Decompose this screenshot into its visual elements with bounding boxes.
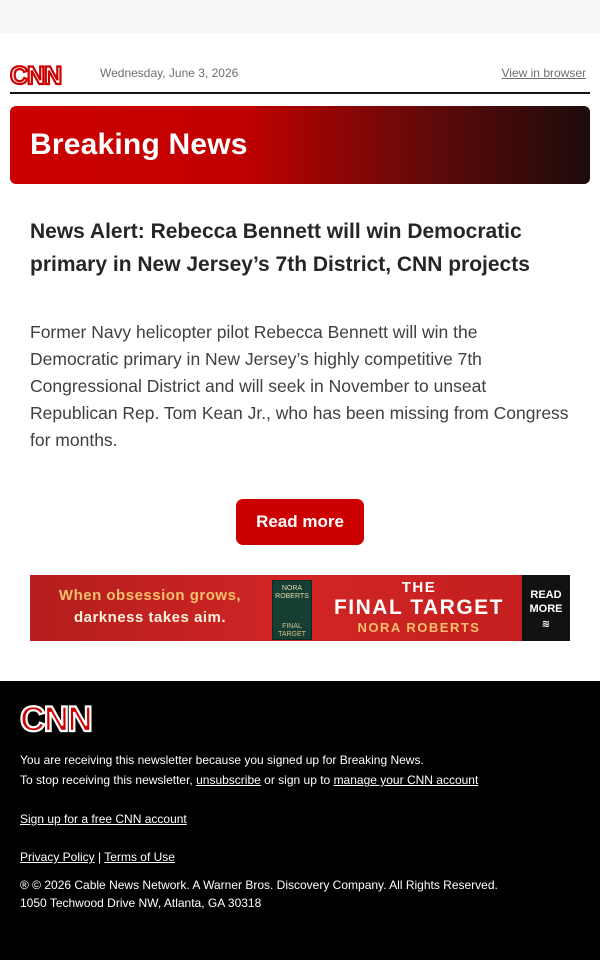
book-cover-title: FINAL TARGET [278, 623, 306, 638]
unsubscribe-mid: or sign up to [264, 773, 331, 787]
ad-read-more-button[interactable] [522, 575, 570, 641]
ad-cta-line-2: MORE [529, 603, 563, 615]
top-strip [0, 0, 600, 33]
unsubscribe-notice [20, 772, 478, 788]
read-more-button[interactable]: Read more [236, 499, 364, 545]
mailing-address: 1050 Techwood Drive NW, Atlanta, GA 30318 [20, 896, 262, 910]
publisher-logo-icon: ≋ [541, 619, 551, 630]
legal-separator: | [98, 850, 102, 864]
signup-row [20, 811, 187, 827]
breaking-news-banner [10, 106, 590, 184]
article-headline[interactable]: News Alert: Rebecca Bennett will win Democratic primary in New Jersey’s 7th District, CNN projects [30, 220, 530, 276]
view-in-browser-link[interactable]: View in browser [501, 66, 586, 80]
book-cover-image [272, 580, 312, 640]
article-body: Former Navy helicopter pilot Rebecca Bennett will win the Democratic primary in New Jersey’s highly competitive 7th Congressional District and will seek in November to unseat Republican Rep. Tom Kean Jr., who has been missing from Congress for months. [30, 322, 569, 450]
ad-title-line-2: FINAL TARGET [333, 596, 505, 619]
copyright-text: ® © 2026 Cable News Network. A Warner Bros. Discovery Company. All Rights Reserved. [20, 878, 498, 892]
footer-cnn-logo[interactable] [20, 699, 96, 737]
subscription-notice: You are receiving this newsletter because you signed up for Breaking News. [20, 753, 424, 767]
cnn-logo[interactable] [10, 61, 66, 89]
ad-author: NORA ROBERTS [357, 620, 481, 635]
ad-tagline-line-1: When obsession grows, [58, 587, 242, 604]
svg-text:CNN: CNN [20, 700, 92, 737]
manage-account-link[interactable]: manage your CNN account [333, 773, 479, 787]
book-cover-author: NORA ROBERTS [275, 585, 309, 600]
breaking-news-label: Breaking News [30, 128, 248, 161]
email-footer [0, 681, 600, 960]
signup-link[interactable]: Sign up for a free CNN account [20, 812, 187, 826]
privacy-policy-link[interactable]: Privacy Policy [20, 850, 95, 864]
svg-text:CNN: CNN [10, 62, 62, 89]
legal-links [20, 849, 175, 865]
ad-title-line-1: THE [401, 579, 437, 596]
ad-tagline-line-2: darkness takes aim. [73, 609, 227, 626]
terms-of-use-link[interactable]: Terms of Use [104, 850, 175, 864]
ad-cta-line-1: READ [530, 589, 562, 601]
issue-date: Wednesday, June 3, 2026 [100, 66, 239, 80]
read-more-wrap [0, 499, 600, 545]
book-ad-banner[interactable] [30, 575, 570, 641]
unsubscribe-prefix: To stop receiving this newsletter, [20, 773, 193, 787]
ad-tagline [30, 585, 270, 629]
email-header [10, 33, 590, 94]
unsubscribe-link[interactable]: unsubscribe [196, 773, 261, 787]
ad-book-title [322, 579, 516, 636]
